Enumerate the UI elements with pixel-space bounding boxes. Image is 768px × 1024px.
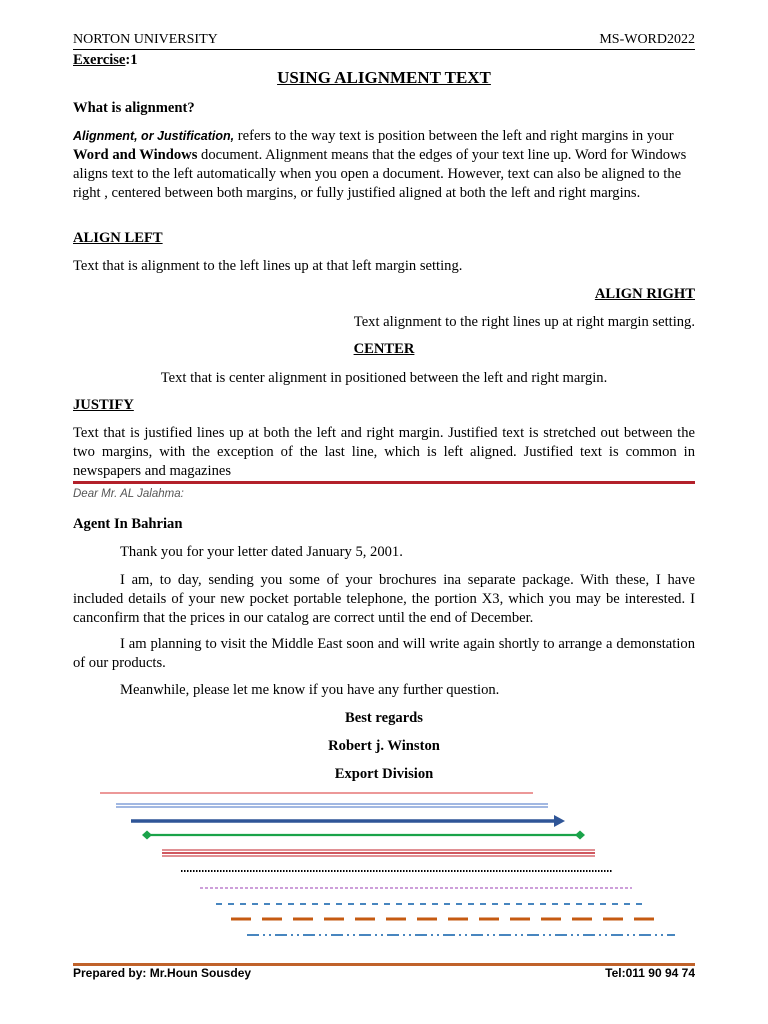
letter-signature-name: Robert j. Winston <box>328 738 440 754</box>
letter-closing: Best regards <box>345 710 423 726</box>
center-text: Text that is center alignment in positioned between the left and right margin. <box>160 370 608 386</box>
letter-paragraph-3: I am planning to visit the Middle East soon and will write again shortly to arrange a demonstation of our products. <box>73 636 695 671</box>
letter-paragraph-2: I am, to day, sending you some of your brochures ina separate package. With these, I have included details of your new pocket portable telephone, the portion X3, which you may be interested. I canconfirm that the prices in our catalog are correct until the end of December. <box>73 572 695 626</box>
diamond-start-icon <box>142 831 152 840</box>
letter-salutation: Dear Mr. AL Jalahma: <box>73 488 184 500</box>
align-right-text: Text alignment to the right lines up at right margin setting. <box>353 314 695 330</box>
footer-prepared-by: Prepared by: Mr.Houn Sousdey <box>73 966 252 980</box>
justify-text: Text that is justified lines up at both the left and right margin. Justified text is stretched out between the two margins, with the exception of the last line, which is left aligned. Justified text is common in newspapers and magazines <box>73 425 695 479</box>
diamond-end-icon <box>575 831 585 840</box>
arrowhead-icon <box>554 815 565 827</box>
header-rule <box>73 49 695 50</box>
page-title: USING ALIGNMENT TEXT <box>277 68 491 87</box>
letter-paragraph-4: Meanwhile, please let me know if you have any further question. <box>120 682 500 698</box>
intro-part1: refers to the way text is position between the left and right margins in your <box>234 128 674 144</box>
line-styles-sample <box>0 785 768 945</box>
exercise-number: :1 <box>125 52 138 68</box>
intro-paragraph <box>73 127 695 203</box>
what-heading: What is alignment? <box>73 100 195 116</box>
intro-part2: document. Alignment means that the edges of your text line up. Word for Windows aligns text to the left automatically when you open a document. However, text can also be aligned to the right , centered between both margins, or fully justified aligned at both the left and right margins. <box>73 147 687 201</box>
header-course: MS-WORD2022 <box>599 32 695 47</box>
align-left-text: Text that is alignment to the left lines up at that left margin setting. <box>73 258 463 274</box>
intro-bold: Word and Windows <box>73 147 198 163</box>
footer-telephone: Tel:011 90 94 74 <box>605 966 695 980</box>
section-divider <box>73 481 695 484</box>
intro-lead: Alignment, or Justification, <box>73 129 235 143</box>
header-university: NORTON UNIVERSITY <box>73 32 218 47</box>
letter-division: Export Division <box>334 766 434 782</box>
align-left-heading: ALIGN LEFT <box>73 230 163 246</box>
justify-heading: JUSTIFY <box>73 397 134 413</box>
letter-recipient: Agent In Bahrian <box>73 516 183 532</box>
center-heading: CENTER <box>353 341 415 357</box>
align-right-heading: ALIGN RIGHT <box>594 286 695 302</box>
letter-paragraph-1: Thank you for your letter dated January 5, 2001. <box>120 544 403 560</box>
exercise-word: Exercise <box>73 52 126 68</box>
